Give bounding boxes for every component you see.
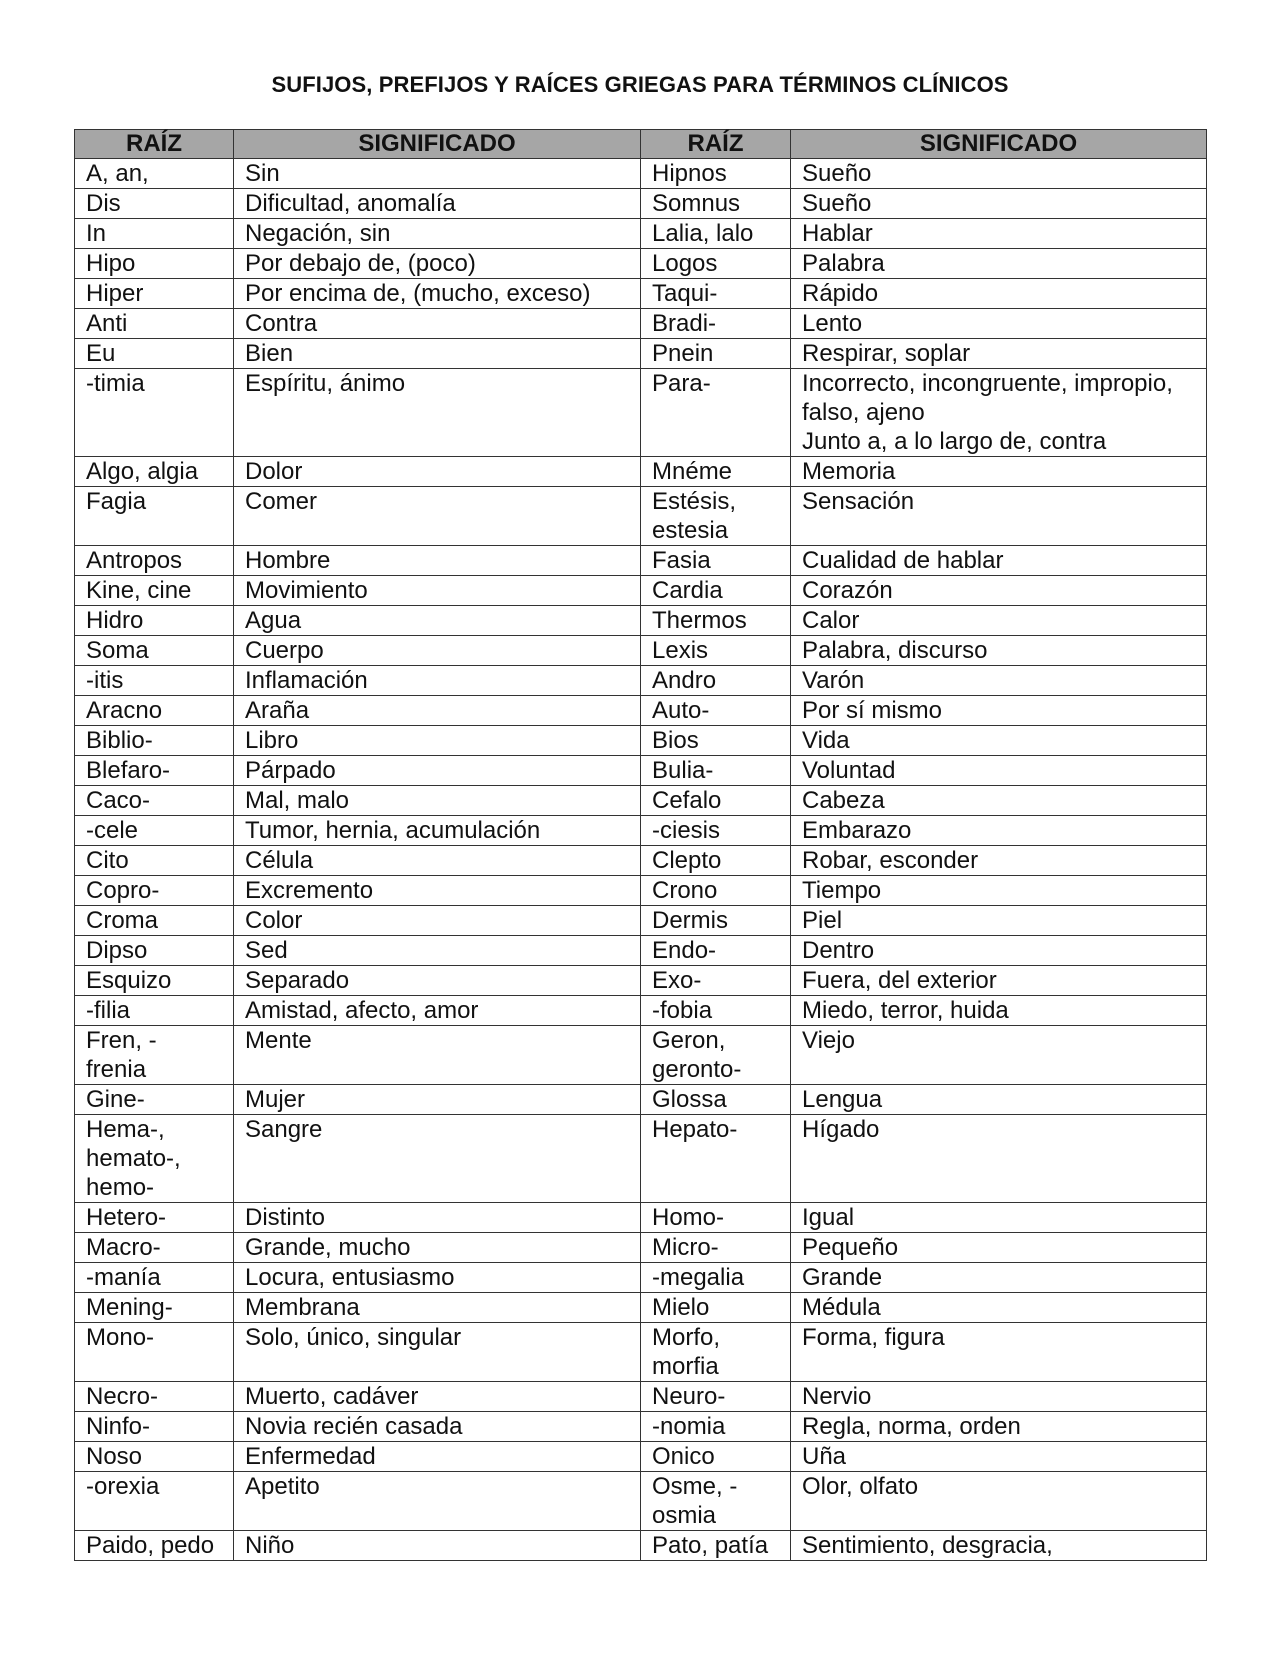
cell-root-left: -cele	[75, 816, 234, 846]
cell-root-right: Crono	[641, 876, 791, 906]
table-row	[75, 159, 1207, 189]
cell-meaning-left: Espíritu, ánimo	[234, 369, 641, 457]
cell-meaning-left: Araña	[234, 696, 641, 726]
table-row	[75, 786, 1207, 816]
table-row	[75, 279, 1207, 309]
cell-meaning-right: Piel	[791, 906, 1207, 936]
cell-root-right: Homo-	[641, 1203, 791, 1233]
cell-root-right: Taqui-	[641, 279, 791, 309]
cell-meaning-right: Pequeño	[791, 1233, 1207, 1263]
table-row	[75, 876, 1207, 906]
cell-meaning-left: Inflamación	[234, 666, 641, 696]
cell-meaning-right: Médula	[791, 1293, 1207, 1323]
cell-root-right: Micro-	[641, 1233, 791, 1263]
header-raiz-right: RAÍZ	[641, 130, 791, 159]
cell-meaning-left: Movimiento	[234, 576, 641, 606]
cell-root-left: Hema-, hemato-, hemo-	[75, 1115, 234, 1203]
cell-meaning-right: Respirar, soplar	[791, 339, 1207, 369]
cell-root-right: Lexis	[641, 636, 791, 666]
cell-meaning-right: Sueño	[791, 159, 1207, 189]
table-row	[75, 189, 1207, 219]
cell-meaning-right: Lento	[791, 309, 1207, 339]
cell-meaning-left: Por encima de, (mucho, exceso)	[234, 279, 641, 309]
table-row	[75, 339, 1207, 369]
page-title: SUFIJOS, PREFIJOS Y RAÍCES GRIEGAS PARA TÉRMINOS CLÍNICOS	[271, 72, 1009, 97]
cell-meaning-right: Dentro	[791, 936, 1207, 966]
cell-meaning-left: Niño	[234, 1531, 641, 1561]
table-row	[75, 309, 1207, 339]
cell-root-right: Fasia	[641, 546, 791, 576]
table-row	[75, 546, 1207, 576]
cell-root-left: Kine, cine	[75, 576, 234, 606]
cell-meaning-right: Por sí mismo	[791, 696, 1207, 726]
cell-root-right: Morfo, morfia	[641, 1323, 791, 1382]
cell-root-left: Esquizo	[75, 966, 234, 996]
cell-meaning-left: Negación, sin	[234, 219, 641, 249]
cell-meaning-right: Incorrecto, incongruente, impropio, falso, ajeno Junto a, a lo largo de, contra	[791, 369, 1207, 457]
cell-meaning-left: Por debajo de, (poco)	[234, 249, 641, 279]
cell-meaning-left: Tumor, hernia, acumulación	[234, 816, 641, 846]
cell-root-right: Exo-	[641, 966, 791, 996]
header-significado-left: SIGNIFICADO	[234, 130, 641, 159]
cell-root-left: A, an,	[75, 159, 234, 189]
cell-root-left: Dipso	[75, 936, 234, 966]
table-row	[75, 457, 1207, 487]
cell-meaning-left: Mal, malo	[234, 786, 641, 816]
cell-root-right: Auto-	[641, 696, 791, 726]
cell-root-left: -filia	[75, 996, 234, 1026]
cell-root-left: Mening-	[75, 1293, 234, 1323]
cell-root-right: Neuro-	[641, 1382, 791, 1412]
cell-meaning-left: Dificultad, anomalía	[234, 189, 641, 219]
cell-root-right: Estésis, estesia	[641, 487, 791, 546]
cell-meaning-right: Varón	[791, 666, 1207, 696]
cell-meaning-right: Sueño	[791, 189, 1207, 219]
cell-meaning-right: Robar, esconder	[791, 846, 1207, 876]
table-row	[75, 576, 1207, 606]
cell-root-left: Noso	[75, 1442, 234, 1472]
cell-root-right: Mielo	[641, 1293, 791, 1323]
cell-meaning-right: Cabeza	[791, 786, 1207, 816]
cell-meaning-left: Mujer	[234, 1085, 641, 1115]
cell-root-left: Caco-	[75, 786, 234, 816]
table-row	[75, 1472, 1207, 1531]
table-row	[75, 1382, 1207, 1412]
table-row	[75, 606, 1207, 636]
table-row	[75, 996, 1207, 1026]
cell-meaning-left: Excremento	[234, 876, 641, 906]
cell-meaning-right: Lengua	[791, 1085, 1207, 1115]
cell-root-right: Logos	[641, 249, 791, 279]
cell-root-right: Cefalo	[641, 786, 791, 816]
cell-root-right: Osme, - osmia	[641, 1472, 791, 1531]
cell-root-left: In	[75, 219, 234, 249]
cell-root-left: -timia	[75, 369, 234, 457]
cell-meaning-left: Comer	[234, 487, 641, 546]
cell-meaning-right: Voluntad	[791, 756, 1207, 786]
cell-meaning-right: Sensación	[791, 487, 1207, 546]
cell-root-left: Mono-	[75, 1323, 234, 1382]
cell-meaning-left: Bien	[234, 339, 641, 369]
cell-root-left: Croma	[75, 906, 234, 936]
table-body	[75, 159, 1207, 1561]
cell-meaning-left: Hombre	[234, 546, 641, 576]
header-raiz-left: RAÍZ	[75, 130, 234, 159]
table-row	[75, 966, 1207, 996]
cell-meaning-left: Célula	[234, 846, 641, 876]
cell-meaning-right: Memoria	[791, 457, 1207, 487]
cell-root-right: -megalia	[641, 1263, 791, 1293]
cell-root-right: -ciesis	[641, 816, 791, 846]
cell-meaning-right: Hígado	[791, 1115, 1207, 1203]
cell-root-right: Pnein	[641, 339, 791, 369]
table-row	[75, 1442, 1207, 1472]
cell-meaning-right: Viejo	[791, 1026, 1207, 1085]
cell-root-left: Necro-	[75, 1382, 234, 1412]
table-row	[75, 1233, 1207, 1263]
cell-root-left: Eu	[75, 339, 234, 369]
table-row	[75, 1115, 1207, 1203]
table-row	[75, 1293, 1207, 1323]
cell-meaning-right: Miedo, terror, huida	[791, 996, 1207, 1026]
cell-root-left: Soma	[75, 636, 234, 666]
cell-root-right: Bradi-	[641, 309, 791, 339]
cell-meaning-right: Rápido	[791, 279, 1207, 309]
cell-root-left: Algo, algia	[75, 457, 234, 487]
cell-meaning-right: Sentimiento, desgracia,	[791, 1531, 1207, 1561]
cell-meaning-right: Palabra, discurso	[791, 636, 1207, 666]
cell-root-left: Biblio-	[75, 726, 234, 756]
table-row	[75, 1085, 1207, 1115]
table-row	[75, 249, 1207, 279]
cell-root-left: Hetero-	[75, 1203, 234, 1233]
cell-meaning-right: Igual	[791, 1203, 1207, 1233]
cell-meaning-right: Corazón	[791, 576, 1207, 606]
cell-root-right: Onico	[641, 1442, 791, 1472]
cell-root-right: Bulia-	[641, 756, 791, 786]
cell-meaning-left: Apetito	[234, 1472, 641, 1531]
cell-meaning-right: Tiempo	[791, 876, 1207, 906]
table-row	[75, 1323, 1207, 1382]
cell-root-right: Somnus	[641, 189, 791, 219]
cell-meaning-left: Dolor	[234, 457, 641, 487]
cell-root-right: Pato, patía	[641, 1531, 791, 1561]
table-row	[75, 369, 1207, 457]
cell-root-left: Copro-	[75, 876, 234, 906]
cell-root-right: Bios	[641, 726, 791, 756]
cell-root-right: Cardia	[641, 576, 791, 606]
cell-root-left: Fren, - frenia	[75, 1026, 234, 1085]
cell-meaning-right: Grande	[791, 1263, 1207, 1293]
table-row	[75, 1026, 1207, 1085]
cell-root-left: Ninfo-	[75, 1412, 234, 1442]
cell-root-right: Dermis	[641, 906, 791, 936]
table-row	[75, 696, 1207, 726]
cell-meaning-right: Nervio	[791, 1382, 1207, 1412]
table-row	[75, 487, 1207, 546]
cell-root-right: Mnéme	[641, 457, 791, 487]
cell-root-left: Hidro	[75, 606, 234, 636]
table-row	[75, 219, 1207, 249]
cell-root-right: Para-	[641, 369, 791, 457]
cell-meaning-left: Sed	[234, 936, 641, 966]
cell-meaning-right: Calor	[791, 606, 1207, 636]
table-row	[75, 1412, 1207, 1442]
cell-root-right: Hipnos	[641, 159, 791, 189]
cell-root-left: Paido, pedo	[75, 1531, 234, 1561]
cell-root-left: -manía	[75, 1263, 234, 1293]
cell-meaning-left: Separado	[234, 966, 641, 996]
cell-meaning-right: Cualidad de hablar	[791, 546, 1207, 576]
cell-root-left: Dis	[75, 189, 234, 219]
cell-root-right: -fobia	[641, 996, 791, 1026]
cell-meaning-left: Solo, único, singular	[234, 1323, 641, 1382]
cell-meaning-left: Cuerpo	[234, 636, 641, 666]
table-row	[75, 726, 1207, 756]
cell-root-left: Macro-	[75, 1233, 234, 1263]
cell-meaning-left: Agua	[234, 606, 641, 636]
cell-meaning-left: Sangre	[234, 1115, 641, 1203]
table-row	[75, 1203, 1207, 1233]
cell-meaning-left: Muerto, cadáver	[234, 1382, 641, 1412]
cell-root-left: Fagia	[75, 487, 234, 546]
cell-meaning-left: Mente	[234, 1026, 641, 1085]
cell-meaning-left: Novia recién casada	[234, 1412, 641, 1442]
cell-meaning-right: Vida	[791, 726, 1207, 756]
cell-root-right: -nomia	[641, 1412, 791, 1442]
cell-root-left: Anti	[75, 309, 234, 339]
table-row	[75, 666, 1207, 696]
cell-meaning-left: Párpado	[234, 756, 641, 786]
cell-meaning-left: Color	[234, 906, 641, 936]
cell-root-left: -itis	[75, 666, 234, 696]
table-row	[75, 906, 1207, 936]
cell-meaning-left: Enfermedad	[234, 1442, 641, 1472]
cell-meaning-left: Sin	[234, 159, 641, 189]
table-row	[75, 846, 1207, 876]
cell-root-right: Lalia, lalo	[641, 219, 791, 249]
cell-meaning-right: Regla, norma, orden	[791, 1412, 1207, 1442]
table-header-row	[75, 130, 1207, 159]
cell-root-left: Gine-	[75, 1085, 234, 1115]
cell-root-right: Andro	[641, 666, 791, 696]
table-row	[75, 936, 1207, 966]
cell-root-right: Glossa	[641, 1085, 791, 1115]
cell-meaning-left: Membrana	[234, 1293, 641, 1323]
cell-root-right: Clepto	[641, 846, 791, 876]
cell-meaning-left: Locura, entusiasmo	[234, 1263, 641, 1293]
cell-meaning-right: Palabra	[791, 249, 1207, 279]
cell-meaning-right: Hablar	[791, 219, 1207, 249]
cell-meaning-left: Contra	[234, 309, 641, 339]
cell-root-right: Geron, geronto-	[641, 1026, 791, 1085]
cell-root-right: Endo-	[641, 936, 791, 966]
cell-root-left: Cito	[75, 846, 234, 876]
cell-meaning-right: Fuera, del exterior	[791, 966, 1207, 996]
table-row	[75, 1531, 1207, 1561]
cell-root-left: -orexia	[75, 1472, 234, 1531]
cell-root-right: Hepato-	[641, 1115, 791, 1203]
header-significado-right: SIGNIFICADO	[791, 130, 1207, 159]
table-row	[75, 1263, 1207, 1293]
cell-meaning-right: Olor, olfato	[791, 1472, 1207, 1531]
cell-root-left: Antropos	[75, 546, 234, 576]
cell-root-left: Hiper	[75, 279, 234, 309]
cell-meaning-left: Distinto	[234, 1203, 641, 1233]
cell-root-right: Thermos	[641, 606, 791, 636]
table-row	[75, 816, 1207, 846]
cell-meaning-right: Embarazo	[791, 816, 1207, 846]
cell-meaning-left: Amistad, afecto, amor	[234, 996, 641, 1026]
table-row	[75, 636, 1207, 666]
cell-meaning-left: Libro	[234, 726, 641, 756]
cell-meaning-left: Grande, mucho	[234, 1233, 641, 1263]
cell-root-left: Aracno	[75, 696, 234, 726]
roots-table	[74, 129, 1207, 1561]
cell-root-left: Blefaro-	[75, 756, 234, 786]
cell-root-left: Hipo	[75, 249, 234, 279]
table-row	[75, 756, 1207, 786]
cell-meaning-right: Forma, figura	[791, 1323, 1207, 1382]
cell-meaning-right: Uña	[791, 1442, 1207, 1472]
